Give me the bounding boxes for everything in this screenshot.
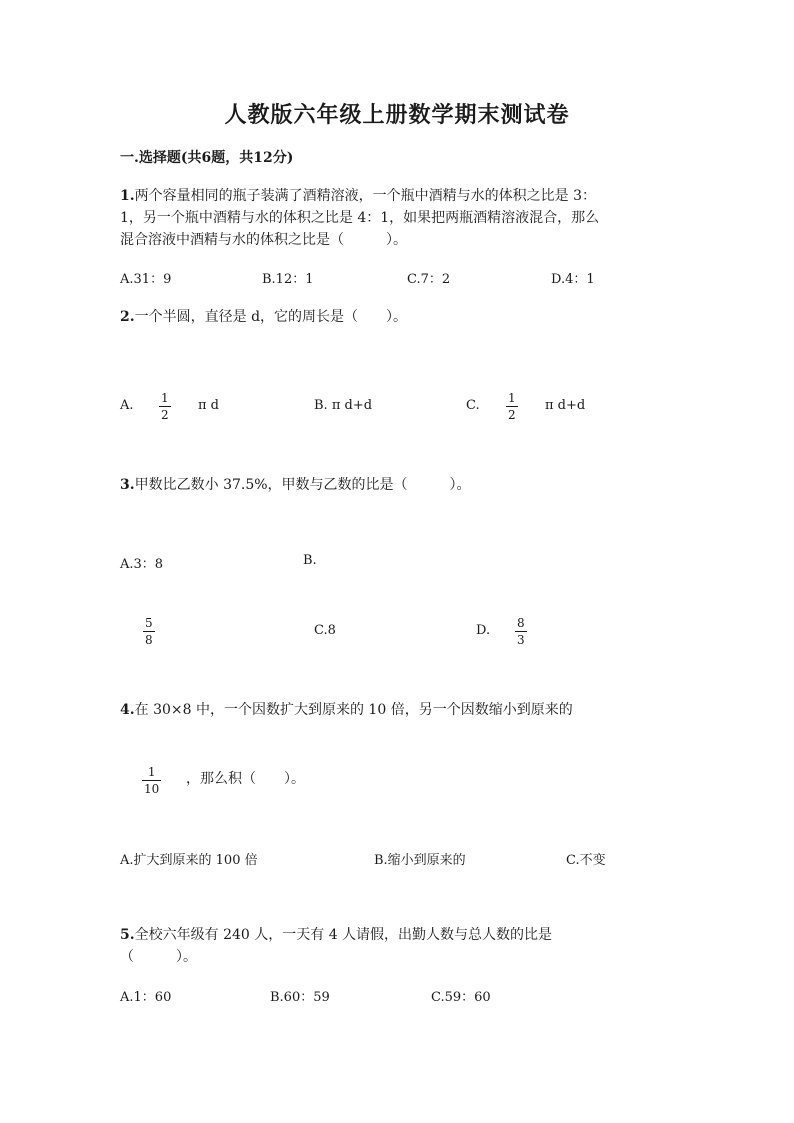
q5-option-a[interactable]: A.1：60 [120,990,172,1005]
question-number: 3. [120,477,135,493]
fraction-bar [506,406,518,407]
q2-option-c-fraction [506,391,518,422]
fraction-numerator: 5 [145,616,153,630]
q1-option-b[interactable]: B.12：1 [262,272,314,287]
q1-option-a[interactable]: A.31：9 [120,272,172,287]
question-text-line: 两个容量相同的瓶子装满了酒精溶液，一个瓶中酒精与水的体积之比是 3： [134,188,596,204]
q1-option-c[interactable]: C.7：2 [407,272,451,287]
q4-option-b[interactable]: B.缩小到原来的 [374,853,466,868]
q5-option-c[interactable]: C.59：60 [431,990,491,1005]
question-number: 1. [120,188,135,204]
q5-option-b[interactable]: B.60：59 [270,990,330,1005]
q2-option-c-tail: π d+d [545,398,586,413]
q3-option-b-fraction [143,616,155,647]
question-number: 5. [120,927,135,943]
question-text-line: 1，另一个瓶中酒精与水的体积之比是 4：1，如果把两瓶酒精溶液混合，那么 [120,210,600,226]
question-1 [120,185,599,251]
q4-option-c[interactable]: C.不变 [566,853,606,868]
question-3 [120,474,471,496]
fraction-denominator: 2 [508,408,516,422]
question-number: 2. [120,309,135,325]
question-text: 在 30×8 中，一个因数扩大到原来的 10 倍，另一个因数缩小到原来的 [134,702,573,718]
fraction-denominator: 2 [161,408,169,422]
q2-option-b[interactable]: B. π d+d [314,398,373,413]
question-text-line: （ ）。 [120,949,197,965]
q4-text-tail: ，那么积（ ）。 [186,771,305,787]
q4-fraction [142,765,161,796]
q3-option-a[interactable]: A.3：8 [120,557,164,572]
question-text: 甲数比乙数小 37.5%，甲数与乙数的比是（ ）。 [134,477,471,493]
fraction-numerator: 1 [147,765,156,779]
fraction-bar [142,780,161,781]
question-2 [120,306,407,328]
fraction-denominator: 8 [145,633,153,647]
question-4 [120,699,573,721]
q4-option-a[interactable]: A.扩大到原来的 100 倍 [120,853,258,868]
fraction-denominator: 3 [517,633,525,647]
fraction-bar [515,631,527,632]
page-title: 人教版六年级上册数学期末测试卷 [224,102,570,128]
q3-option-b-label[interactable]: B. [303,553,317,568]
fraction-numerator: 8 [517,616,525,630]
fraction-denominator: 10 [144,782,160,796]
question-text: 一个半圆，直径是 d，它的周长是（ ）。 [134,309,408,325]
q3-option-c[interactable]: C.8 [314,623,336,638]
fraction-bar [159,406,171,407]
section-heading: 一.选择题(共6题，共12分) [120,150,294,166]
fraction-numerator: 1 [161,391,169,405]
q3-option-d-label[interactable]: D. [476,623,491,638]
question-5 [120,924,552,968]
question-number: 4. [120,702,135,718]
q2-option-a-tail: π d [198,398,219,413]
q2-option-c-label[interactable]: C. [466,398,480,413]
q3-option-d-fraction [515,616,527,647]
fraction-bar [143,631,155,632]
q2-option-a-fraction [159,391,171,422]
question-text-line: 混合溶液中酒精与水的体积之比是（ ）。 [120,232,407,248]
q2-option-a-label[interactable]: A. [120,398,134,413]
fraction-numerator: 1 [508,391,516,405]
q1-option-d[interactable]: D.4：1 [551,272,595,287]
question-text-line: 全校六年级有 240 人，一天有 4 人请假，出勤人数与总人数的比是 [134,927,553,943]
